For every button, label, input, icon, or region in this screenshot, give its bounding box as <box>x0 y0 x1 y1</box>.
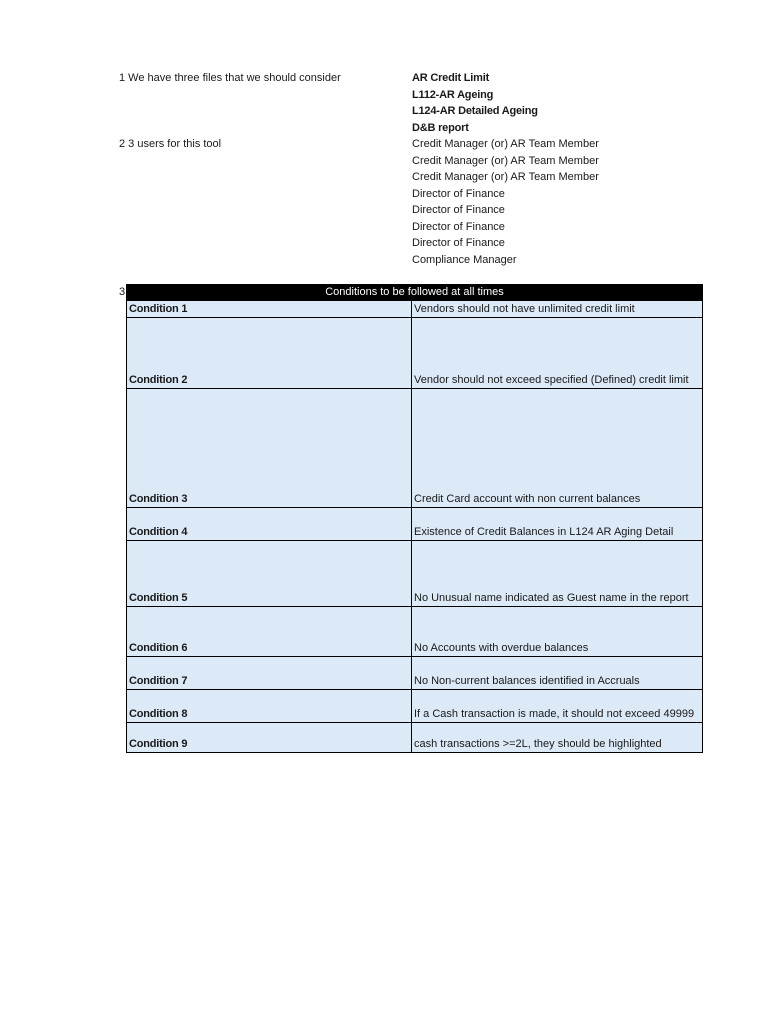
condition-text: Existence of Credit Balances in L124 AR Aging Detail <box>412 508 703 541</box>
condition-label: Condition 1 <box>127 301 412 318</box>
user-item: Credit Manager (or) AR Team Member <box>412 171 599 183</box>
table-row <box>127 389 703 508</box>
condition-text: Vendor should not exceed specified (Defined) credit limit <box>412 318 703 389</box>
users-list <box>412 137 599 269</box>
conditions-table <box>126 300 703 753</box>
table-row <box>127 541 703 607</box>
section-3-number: 3 <box>119 286 126 298</box>
condition-text: Credit Card account with non current balances <box>412 389 703 508</box>
table-row <box>127 301 703 318</box>
file-item: D&B report <box>412 121 469 134</box>
table-row <box>127 690 703 723</box>
condition-text: Vendors should not have unlimited credit limit <box>412 301 703 318</box>
user-item: Director of Finance <box>412 204 505 216</box>
condition-text: If a Cash transaction is made, it should not exceed 49999 <box>412 690 703 723</box>
file-item: L124-AR Detailed Ageing <box>412 105 538 117</box>
table-row <box>127 607 703 657</box>
condition-label: Condition 4 <box>127 508 412 541</box>
condition-label: Condition 6 <box>127 607 412 657</box>
condition-label: Condition 2 <box>127 318 412 389</box>
file-item: AR Credit Limit <box>412 72 490 84</box>
user-item: Director of Finance <box>412 220 505 233</box>
user-item: Credit Manager (or) AR Team Member <box>412 154 599 167</box>
condition-label: Condition 5 <box>127 541 412 607</box>
condition-label: Condition 7 <box>127 657 412 690</box>
table-row <box>127 723 703 753</box>
table-row <box>127 657 703 690</box>
condition-text: No Accounts with overdue balances <box>412 607 703 657</box>
condition-label: Condition 8 <box>127 690 412 723</box>
condition-label: Condition 9 <box>127 723 412 753</box>
user-item: Compliance Manager <box>412 253 517 266</box>
user-item: Director of Finance <box>412 237 505 249</box>
condition-text: No Non-current balances identified in Accruals <box>412 657 703 690</box>
table-row <box>127 318 703 389</box>
section-2-text: 2 3 users for this tool <box>119 138 222 150</box>
condition-label: Condition 3 <box>127 389 412 508</box>
section-1-text: 1 We have three files that we should consider <box>119 72 341 84</box>
condition-text: No Unusual name indicated as Guest name in the report <box>412 541 703 607</box>
condition-text: cash transactions >=2L, they should be highlighted <box>412 723 703 753</box>
table-row <box>127 508 703 541</box>
conditions-header: Conditions to be followed at all times <box>126 284 703 300</box>
files-list <box>412 71 538 137</box>
user-item: Credit Manager (or) AR Team Member <box>412 138 599 150</box>
user-item: Director of Finance <box>412 187 505 200</box>
file-item: L112-AR Ageing <box>412 88 494 101</box>
